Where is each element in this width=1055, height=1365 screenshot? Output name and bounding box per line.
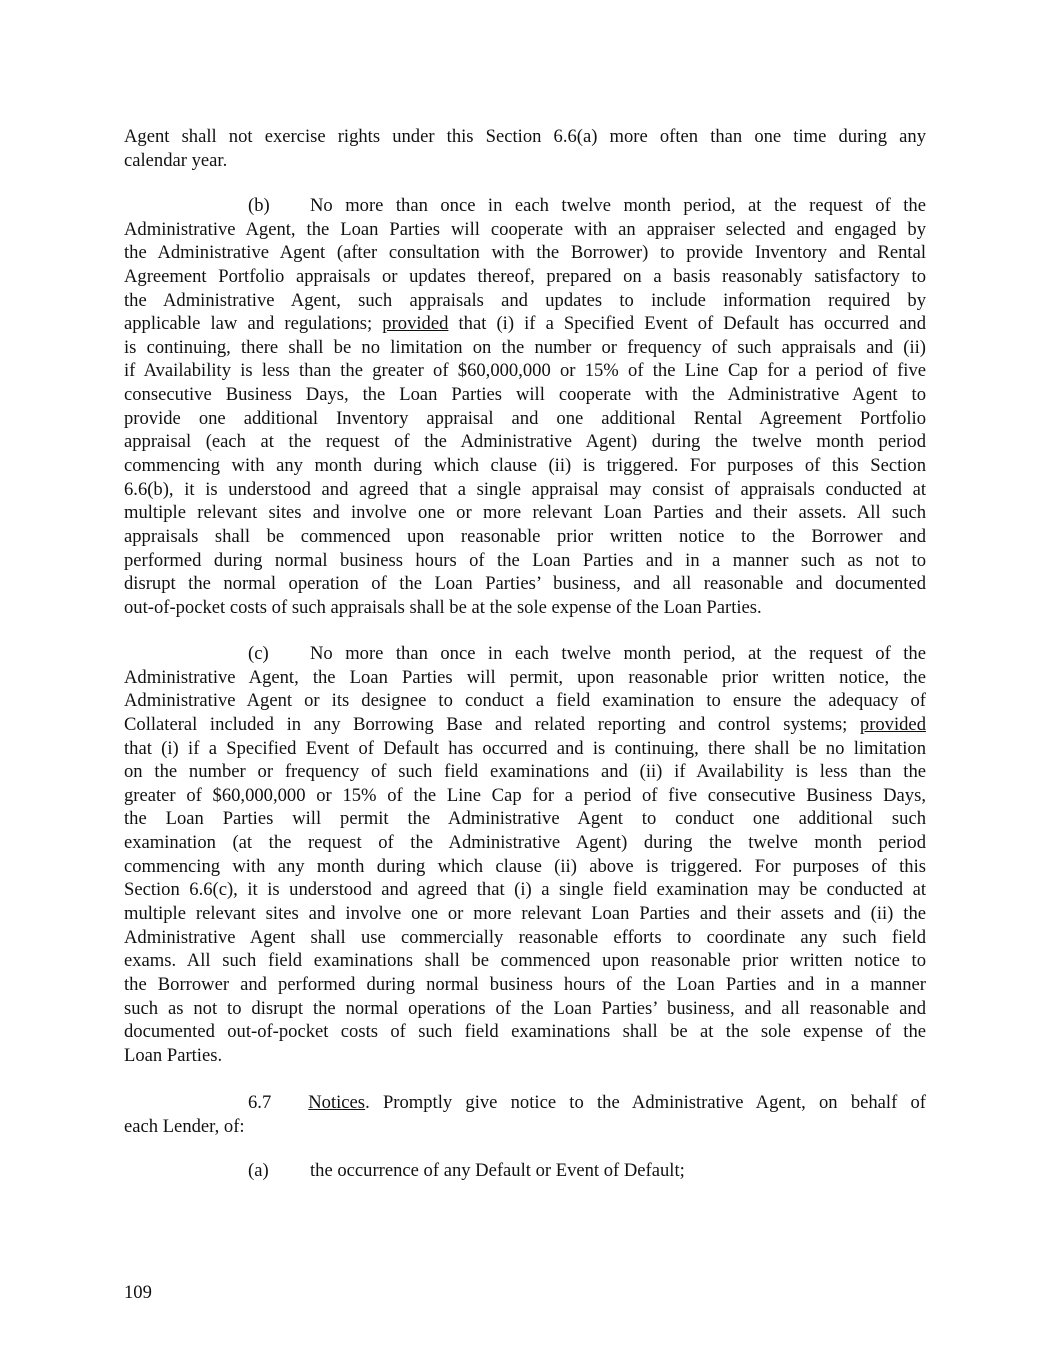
text-line	[124, 478, 926, 502]
line-text: provide one additional Inventory appraisal and one additional Rental Agreement Portfolio	[124, 407, 926, 429]
text-line	[124, 807, 926, 831]
page-number: 109	[124, 1282, 152, 1303]
line-text: Loan Parties.	[124, 1044, 223, 1066]
text-line	[124, 525, 926, 549]
underlined-term: provided	[382, 313, 449, 335]
line-text: is continuing, there shall be no limitation on the number or frequency of such appraisals and (ii)	[124, 336, 926, 358]
line-text: Agent shall not exercise rights under this Section 6.6(a) more often than one time during any	[124, 126, 926, 147]
line-text: that (i) if a Specified Event of Default has occurred and	[448, 313, 926, 335]
paragraph-6-6b-appraisals	[124, 194, 926, 620]
line-text: Collateral included in any Borrowing Base and related reporting and control systems;	[124, 713, 860, 735]
line-text: Administrative Agent shall use commercially reasonable efforts to coordinate any such field	[124, 926, 926, 948]
text-line	[124, 926, 926, 950]
paragraph-label: (a)	[248, 1160, 269, 1181]
line-text: commencing with any month during which clause (ii) is triggered. For purposes of this Section	[124, 455, 926, 477]
paragraph-6-7a	[124, 1159, 926, 1183]
text-line	[124, 430, 926, 454]
text-line	[124, 902, 926, 926]
line-text: the Administrative Agent, such appraisals and updates to include information required by	[124, 289, 926, 311]
line-text: greater of $60,000,000 or 15% of the Line Cap for a period of five consecutive Business Days,	[124, 784, 926, 806]
line-text: if Availability is less than the greater of $60,000,000 or 15% of the Line Cap for a period of five	[124, 360, 926, 382]
text-line	[124, 642, 926, 666]
line-text: No more than once in each twelve month period, at the request of the	[310, 195, 926, 216]
text-line	[124, 855, 926, 879]
text-line	[124, 949, 926, 973]
line-text: such as not to disrupt the normal operations of the Loan Parties’ business, and all reasonable and	[124, 997, 926, 1019]
line-text: disrupt the normal operation of the Loan Parties’ business, and all reasonable and documented	[124, 573, 926, 595]
text-line	[124, 1159, 926, 1183]
paragraph-label: (c)	[248, 643, 269, 664]
line-text: that (i) if a Specified Event of Default has occurred and is continuing, there shall be no limitation	[124, 737, 926, 759]
line-text: appraisal (each at the request of the Administrative Agent) during the twelve month period	[124, 431, 926, 453]
text-line	[124, 737, 926, 761]
text-line	[124, 265, 926, 289]
line-text: calendar year.	[124, 149, 228, 171]
line-text: Administrative Agent, the Loan Parties will permit, upon reasonable prior written notice, the	[124, 666, 926, 688]
line-text: applicable law and regulations;	[124, 313, 383, 335]
text-line	[124, 218, 926, 242]
line-text: the Administrative Agent (after consultation with the Borrower) to provide Inventory and Rental	[124, 242, 926, 264]
line-text: No more than once in each twelve month period, at the request of the	[310, 643, 926, 664]
text-line	[124, 1091, 926, 1115]
line-text: multiple relevant sites and involve one or more relevant Loan Parties and their assets and (ii) the	[124, 903, 926, 925]
line-text: the occurrence of any Default or Event of Default;	[310, 1160, 685, 1181]
line-text: the Borrower and performed during normal business hours of the Loan Parties and in a manner	[124, 973, 926, 995]
line-text: Agreement Portfolio appraisals or updates thereof, prepared on a basis reasonably satisfactory to	[124, 265, 926, 287]
text-line	[124, 1020, 926, 1044]
text-line	[124, 831, 926, 855]
text-line	[124, 973, 926, 997]
line-text: consecutive Business Days, the Loan Parties will cooperate with the Administrative Agent to	[124, 384, 926, 406]
text-line	[124, 997, 926, 1021]
line-text: each Lender, of:	[124, 1115, 245, 1137]
line-text: 6.6(b), it is understood and agreed that a single appraisal may consist of appraisals conducted at	[124, 478, 926, 500]
text-line	[124, 1044, 926, 1068]
line-text: performed during normal business hours of the Loan Parties and in a manner such as not to	[124, 549, 926, 571]
line-text: Administrative Agent or its designee to conduct a field examination to ensure the adequacy of	[124, 690, 926, 712]
underlined-term: provided	[859, 713, 926, 735]
text-line	[124, 549, 926, 573]
text-line	[124, 713, 926, 737]
text-line	[124, 1115, 926, 1139]
text-line	[124, 501, 926, 525]
paragraph-6-6c-field-examinations	[124, 642, 926, 1068]
text-line	[124, 336, 926, 360]
paragraph-label: 6.7	[248, 1092, 272, 1113]
text-line	[124, 383, 926, 407]
line-text: documented out-of-pocket costs of such field examinations shall be at the sole expense of the	[124, 1021, 926, 1043]
text-line	[124, 596, 926, 620]
text-line	[124, 878, 926, 902]
line-text: out-of-pocket costs of such appraisals shall be at the sole expense of the Loan Parties.	[124, 596, 762, 618]
line-text: appraisals shall be commenced upon reasonable prior written notice to the Borrower and	[124, 525, 926, 547]
text-line	[124, 760, 926, 784]
text-line	[124, 149, 926, 173]
line-text: commencing with any month during which clause (ii) above is triggered. For purposes of this	[124, 855, 926, 877]
paragraph-6-6a-continuation	[124, 125, 926, 172]
line-text: on the number or frequency of such field examinations and (ii) if Availability is less than the	[124, 761, 926, 783]
text-line	[124, 454, 926, 478]
line-text	[310, 1159, 926, 1183]
text-line	[124, 194, 926, 218]
line-text	[365, 1091, 926, 1115]
line-text	[310, 642, 926, 666]
text-line	[124, 312, 926, 336]
line-text	[310, 194, 926, 218]
section-6-7-notices	[124, 1091, 926, 1138]
line-text: examination (at the request of the Administrative Agent) during the twelve month period	[124, 832, 926, 854]
line-text: Section 6.6(c), it is understood and agreed that (i) a single field examination may be conducted at	[124, 879, 926, 901]
text-line	[124, 125, 926, 149]
line-text: multiple relevant sites and involve one or more relevant Loan Parties and their assets. All such	[124, 502, 926, 524]
text-line	[124, 407, 926, 431]
text-line	[124, 689, 926, 713]
text-line	[124, 359, 926, 383]
line-text: Administrative Agent, the Loan Parties will cooperate with an appraiser selected and engaged by	[124, 218, 926, 240]
line-text: the Loan Parties will permit the Administrative Agent to conduct one additional such	[124, 808, 926, 830]
text-line	[124, 666, 926, 690]
paragraph-label: (b)	[248, 195, 270, 216]
text-line	[124, 784, 926, 808]
text-line	[124, 289, 926, 313]
line-text: exams. All such field examinations shall be commenced upon reasonable prior written notice to	[124, 950, 926, 972]
text-line	[124, 241, 926, 265]
text-line	[124, 572, 926, 596]
line-text: . Promptly give notice to the Administrative Agent, on behalf of	[365, 1092, 926, 1113]
section-heading: Notices	[308, 1092, 366, 1113]
